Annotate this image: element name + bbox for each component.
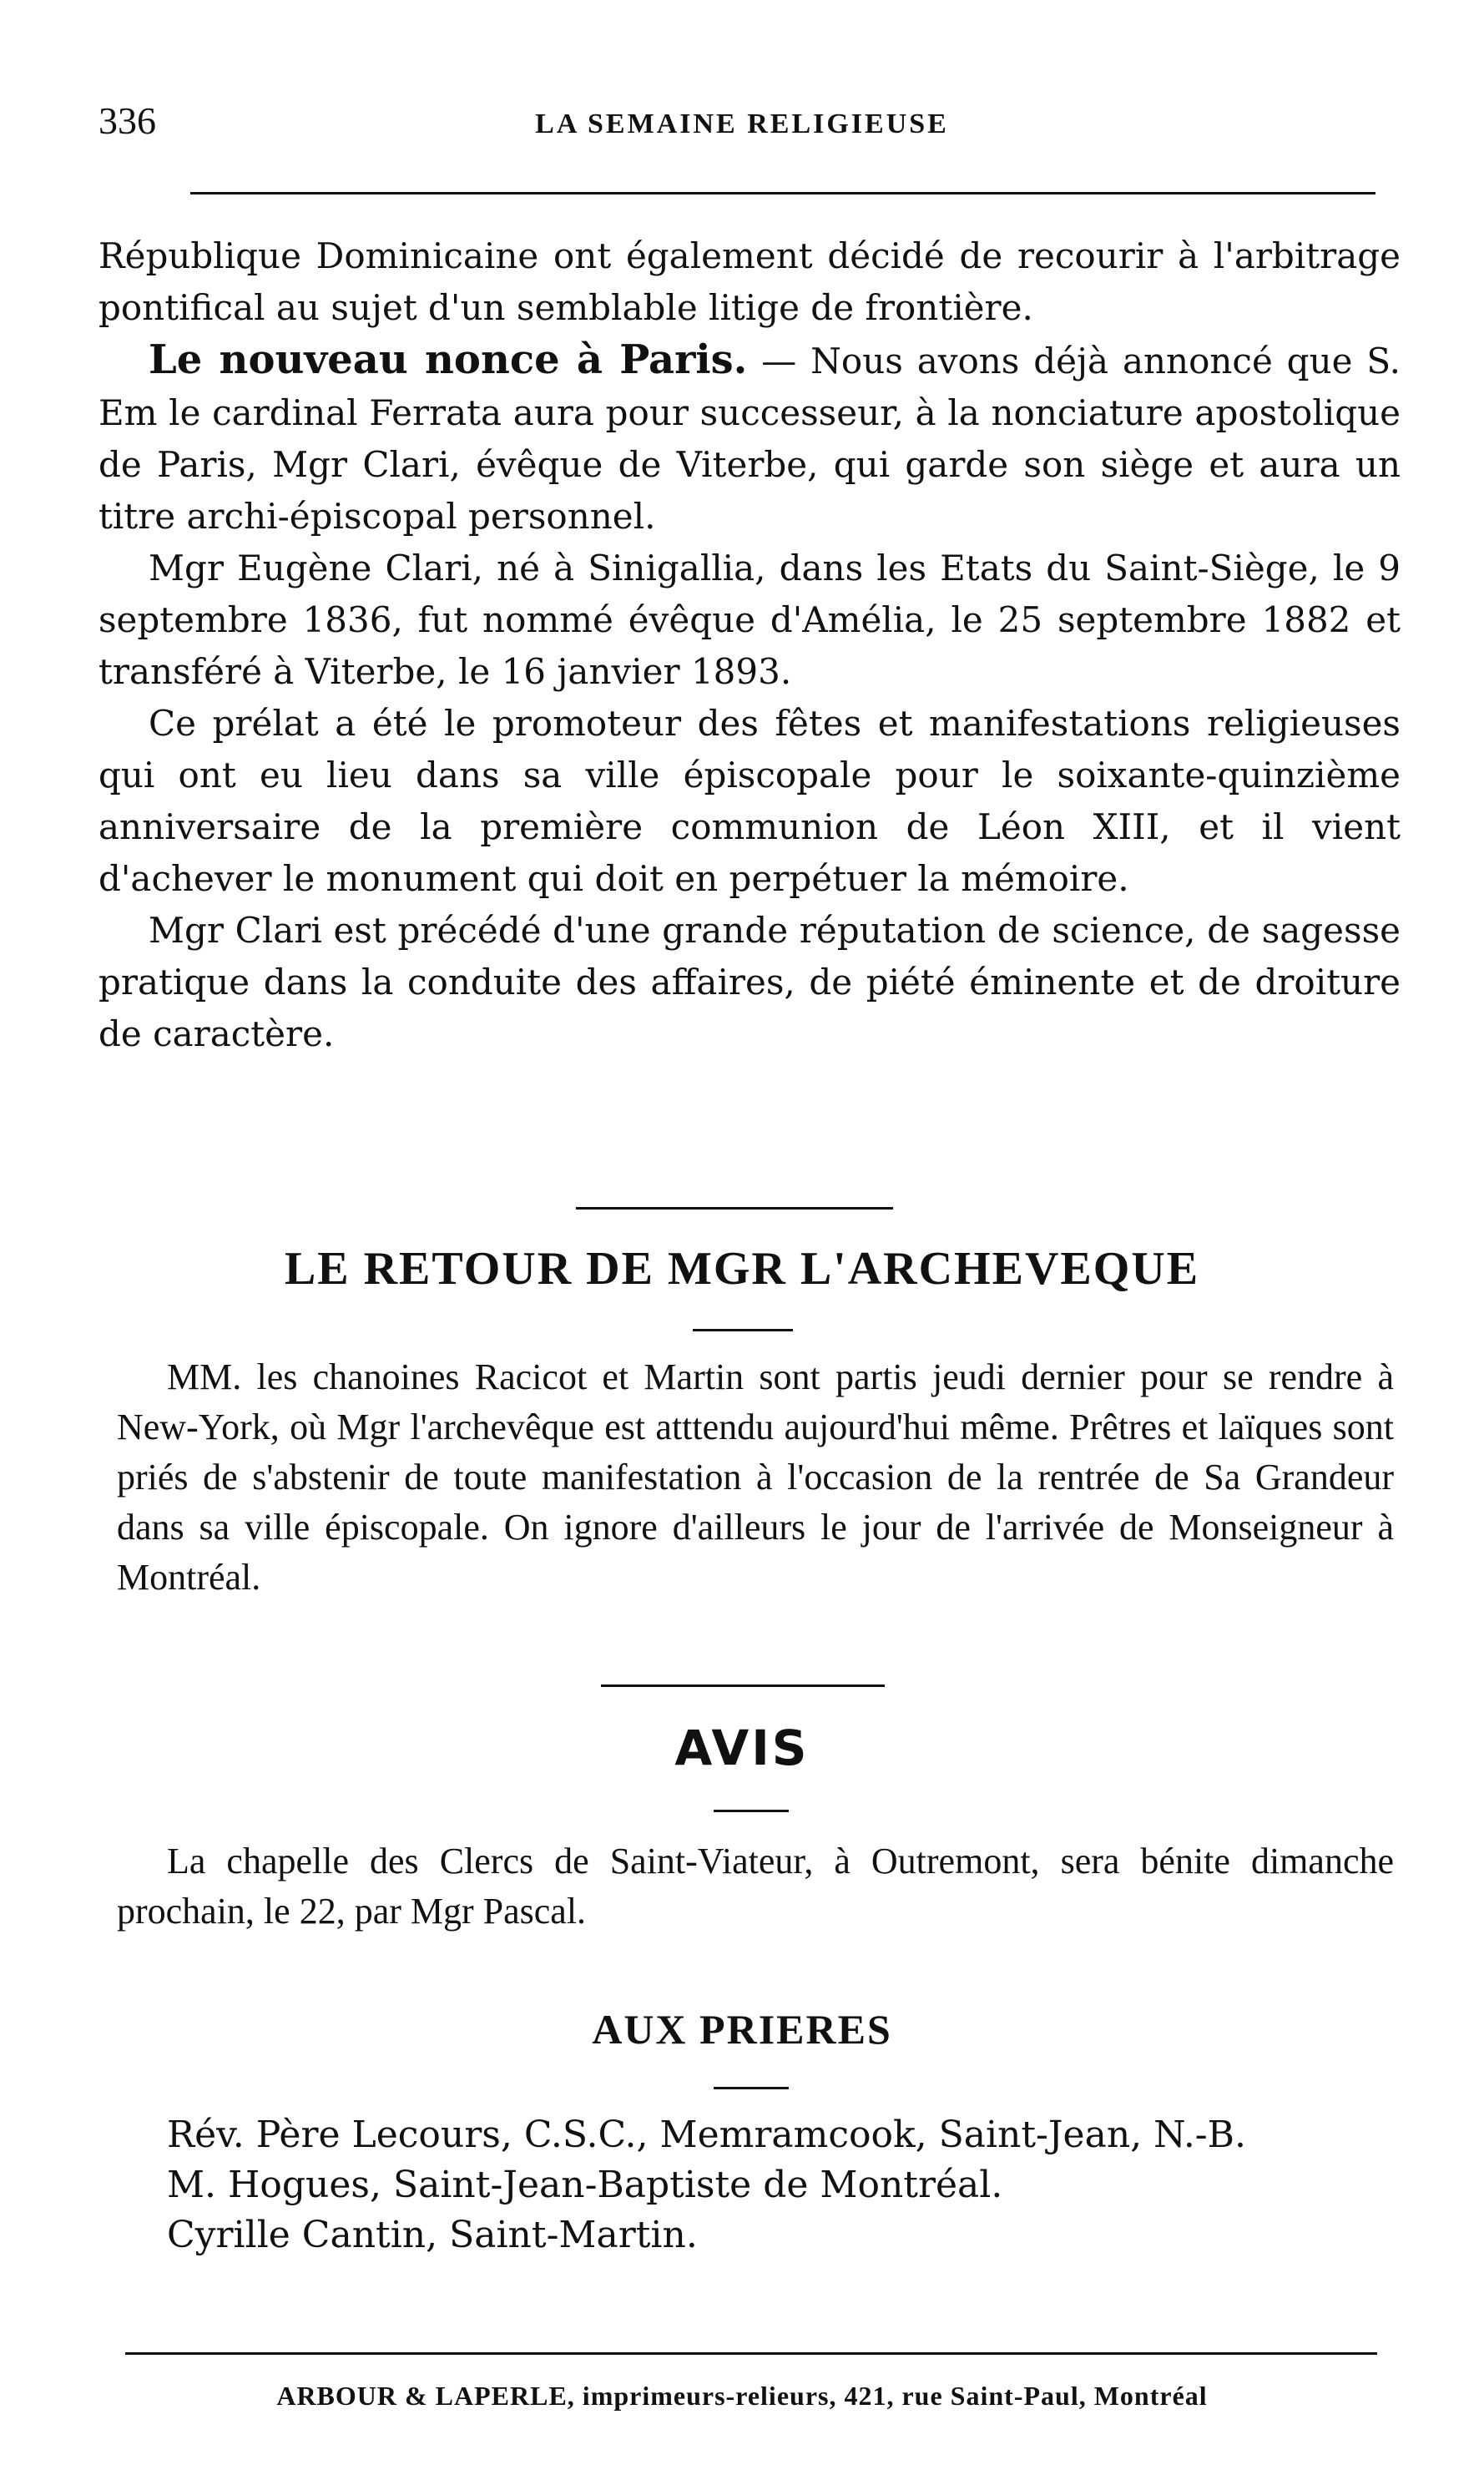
retour-text: MM. les chanoines Racicot et Martin sont partis jeudi dernier pour se rendre à New-York, où Mgr l'archevêque est atttendu aujourd'hui même. Prêtres et laïques sont priés de s'abstenir de toute manifestation à l'occasion de la rentrée de Sa Grandeur dans sa ville épiscopale. On ignore d'ailleurs le jour de l'arrivée de Monseigneur à Montréal.: [117, 1356, 1394, 1598]
footer-rule: [125, 2352, 1377, 2355]
avis-title-rule: [714, 1810, 789, 1812]
printer-imprint: ARBOUR & LAPERLE, imprimeurs-relieurs, 421, rue Saint-Paul, Montréal: [276, 2381, 1208, 2411]
nonce-paragraph-2: Mgr Eugène Clari, né à Sinigallia, dans les Etats du Saint-Siège, le 9 septembre 1836, fut nommé évêque d'Amélia, le 25 septembre 1882 et transféré à Viterbe, le 16 janvier 1893.: [98, 548, 1401, 692]
list-item: Rév. Père Lecours, C.S.C., Memramcook, Saint-Jean, N.-B.: [167, 2114, 1246, 2156]
list-item: Cyrille Cantin, Saint-Martin.: [167, 2214, 698, 2256]
avis-title: AVIS: [674, 1720, 810, 1776]
prieres-title-rule: [714, 2087, 789, 2089]
section-rule: [576, 1207, 893, 1210]
prieres-list: [167, 2110, 1402, 2260]
header-rule: [190, 192, 1375, 194]
avis-section: [117, 1836, 1394, 1937]
retour-title: LE RETOUR DE MGR L'ARCHEVEQUE: [284, 1243, 1200, 1295]
intro-continuation: République Dominicaine ont également décidé de recourir à l'arbitrage pontifical au sujet d'un semblable litige de frontière.: [98, 235, 1401, 328]
nonce-paragraph-4: Mgr Clari est précédé d'une grande réputation de science, de sagesse pratique dans la conduite des affaires, de piété éminente et de droiture de caractère.: [98, 910, 1401, 1054]
prieres-title: AUX PRIERES: [592, 2006, 892, 2053]
main-article: [98, 230, 1401, 1060]
section-rule-2: [601, 1684, 885, 1687]
avis-text: La chapelle des Clercs de Saint-Viateur, à Outremont, sera bénite dimanche prochain, le 22, par Mgr Pascal.: [117, 1841, 1394, 1932]
running-title: LA SEMAINE RELIGIEUSE: [535, 109, 949, 139]
nonce-paragraph-1: [98, 334, 1401, 543]
list-item: M. Hogues, Saint-Jean-Baptiste de Montréal.: [167, 2164, 1003, 2206]
retour-title-rule: [693, 1329, 793, 1331]
retour-section: [117, 1352, 1394, 1603]
nonce-para1-text: — Nous avons déjà annoncé que S. Em le cardinal Ferrata aura pour successeur, à la nonciature apostolique de Paris, Mgr Clari, évêque de Viterbe, qui garde son siège et aura un titre archi-épiscopal personnel.: [98, 341, 1401, 537]
nonce-lead: Le nouveau nonce à Paris.: [149, 336, 748, 383]
page-number: 336: [98, 99, 156, 142]
nonce-paragraph-3: Ce prélat a été le promoteur des fêtes et manifestations religieuses qui ont eu lieu dans sa ville épiscopale pour le soixante-quinzième anniversaire de la première communion de Léon XIII, et il vient d'achever le monument qui doit en perpétuer la mémoire.: [98, 703, 1401, 899]
